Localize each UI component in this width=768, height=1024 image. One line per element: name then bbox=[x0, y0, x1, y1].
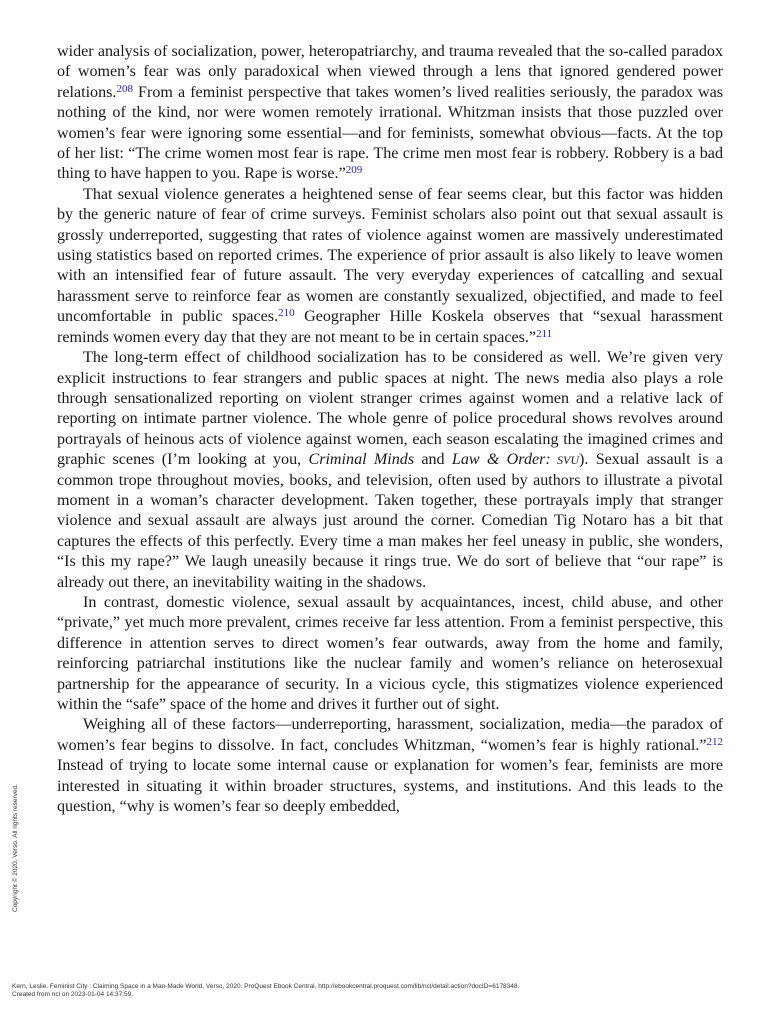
footnote-ref-208[interactable]: 208 bbox=[116, 82, 133, 95]
citation-line: Kern, Leslie. Feminist City : Claiming Space in a Man-Made World, Verso, 2020. ProQuest Ebook Central, http://ebookcentral.proquest.com/lib/ncl/detail.action?docID=6178348. bbox=[12, 983, 520, 990]
created-line: Created from ncl on 2023-01-04 14:37:59. bbox=[12, 991, 134, 998]
footnote-ref-211[interactable]: 211 bbox=[536, 327, 553, 340]
paragraph-text: ). Sexual assault is a common trope throughout movies, books, and television, often used by authors to illustrate a pivotal moment in a woman’s character development. Taken together, these portrayals imply that stranger violence and sexual assault are always just around the corner. Comedian Tig Notaro has a bit that captures the effects of this perfectly. Every time a man makes her feel uneasy in public, she wonders, “Is this my rape?” We laugh uneasily because it rings true. We do sort of believe that “our rape” is already out there, an inevitability waiting in the shadows. bbox=[57, 451, 724, 591]
paragraph-text: The long-term effect of childhood socialization has to be considered as well. We’re given very explicit instructions to fear strangers and public spaces at night. The news media also plays a role through sensationalized reporting on violent stranger crimes against women and a relative lack of reporting on intimate partner violence. The whole genre of police procedural shows revolves around portrayals of heinous acts of violence against women, each season escalating the imagined crimes and graphic scenes (I’m looking at you, bbox=[57, 349, 723, 469]
paragraph-5 bbox=[57, 715, 723, 817]
smallcaps-svu: SVU bbox=[550, 453, 580, 468]
italic-text: Law & Order: bbox=[451, 451, 551, 469]
footnote-ref-210[interactable]: 210 bbox=[278, 307, 295, 320]
side-copyright-notice: Copyright © 2020. Verso. All rights reserved. bbox=[12, 784, 19, 912]
paragraph-text: Instead of trying to locate some internal cause or explanation for women’s fear, feminists are more interested in situating it within broader structures, systems, and institutions. And this leads to the question, “why is women’s fear so deeply embedded, bbox=[57, 757, 723, 816]
paragraph-text: From a feminist perspective that takes women’s lived realities seriously, the paradox was nothing of the kind, nor were women remotely irrational. Whitzman insists that those puzzled over women’s fear were ignoring some essential—and for feminists, somewhat obvious—facts. At the top of her list: “The crime women most fear is rape. The crime men most fear is robbery. Robbery is a bad thing to have happen to you. Rape is worse.” bbox=[57, 83, 723, 183]
italic-title-law-and-order bbox=[452, 451, 579, 468]
citation-footer bbox=[12, 983, 519, 999]
paragraph-text: That sexual violence generates a heightened sense of fear seems clear, but this factor was hidden by the generic nature of fear of crime surveys. Feminist scholars also point out that sexual assault is grossly underreported, suggesting that rates of violence against women are massively underestimated using statistics based on reported crimes. The experience of prior assault is also likely to leave women with an intensified fear of future assault. The very everyday experiences of catcalling and sexual harassment serve to reinforce fear as women are constantly sexualized, objectified, and made to feel uncomfortable in public spaces. bbox=[57, 185, 723, 326]
footnote-ref-212[interactable]: 212 bbox=[706, 735, 723, 748]
paragraph-text: and bbox=[414, 451, 452, 469]
paragraph-text: Geographer Hille Koskela observes that “sexual harassment reminds women every day that they are not meant to be in certain spaces.” bbox=[57, 308, 724, 346]
paragraph-1 bbox=[57, 42, 723, 185]
paragraph-3 bbox=[57, 348, 723, 593]
paragraph-4 bbox=[57, 593, 723, 715]
paragraph-text: In contrast, domestic violence, sexual assault by acquaintances, incest, child abuse, and other “private,” yet much more prevalent, crimes receive far less attention. From a feminist perspective, this difference in attention serves to direct women’s fear outwards, away from the home and family, reinforcing patriarchal institutions like the nuclear family and women’s reliance on heterosexual partnership for the appearance of security. In a vicious cycle, this stigmatizes violence experienced within the “safe” space of the home and drives it further out of sight. bbox=[57, 593, 723, 713]
page-body bbox=[57, 42, 723, 817]
italic-title-criminal-minds: Criminal Minds bbox=[308, 451, 415, 469]
paragraph-2 bbox=[57, 185, 723, 348]
paragraph-text: Weighing all of these factors—underreporting, harassment, socialization, media—the paradox of women’s fear begins to dissolve. In fact, concludes Whitzman, “women’s fear is highly rational.” bbox=[57, 716, 723, 754]
footnote-ref-209[interactable]: 209 bbox=[345, 164, 363, 177]
paragraph-text: wider analysis of socialization, power, heteropatriarchy, and trauma revealed that the so-called paradox of women’s fear was only paradoxical when viewed through a lens that ignored gendered power relations. bbox=[57, 43, 723, 101]
